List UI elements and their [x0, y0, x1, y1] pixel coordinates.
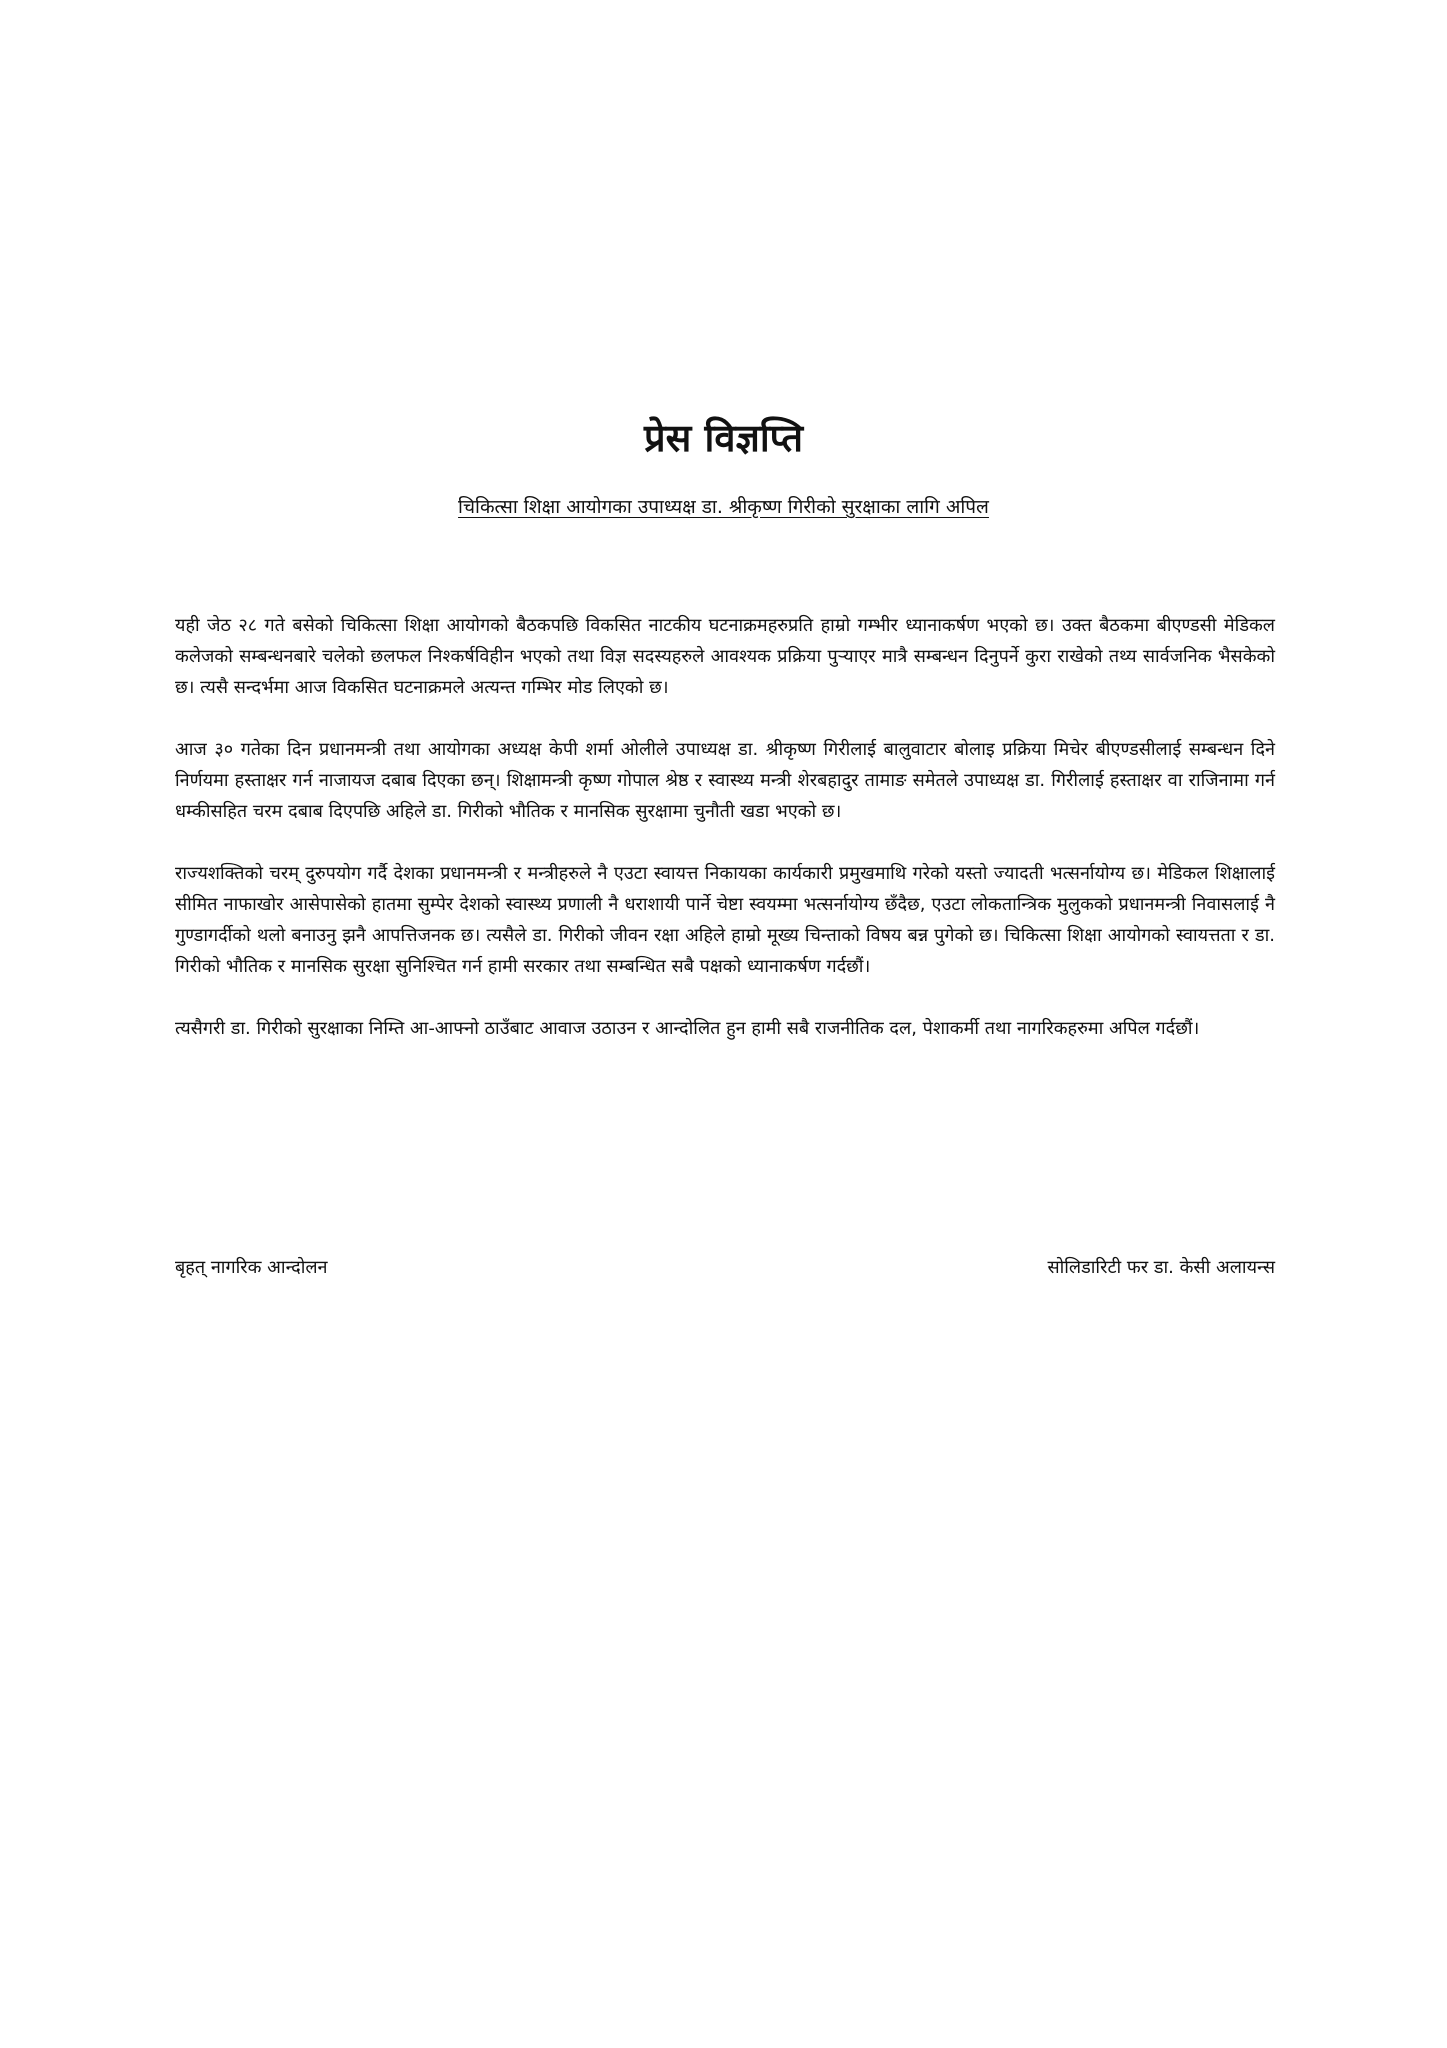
- signatory-right: सोलिडारिटी फर डा. केसी अलायन्स: [1047, 1257, 1275, 1278]
- press-release-title: प्रेस विज्ञप्ति: [643, 416, 804, 460]
- body-text: [175, 610, 1275, 1075]
- paragraph-3: राज्यशक्तिको चरम् दुरुपयोग गर्दै देशका प्रधानमन्त्री र मन्त्रीहरुले नै एउटा स्वायत्त निकायका कार्यकारी प्रमुखमाथि गरेको यस्तो ज्यादती भत्सर्नायोग्य छ। मेडिकल शिक्षालाई सीमित नाफाखोर आसेपासेको हातमा सुम्पेर देशको स्वास्थ्य प्रणाली नै धराशायी पार्ने चेष्टा स्वयम्मा भत्सर्नायोग्य छँदैछ, एउटा लोकतान्त्रिक मुलुकको प्रधानमन्त्री निवासलाई नै गुण्डागर्दीको थलो बनाउनु झनै आपत्तिजनक छ। त्यसैले डा. गिरीको जीवन रक्षा अहिले हाम्रो मूख्य चिन्ताको विषय बन्न पुगेको छ। चिकित्सा शिक्षा आयोगको स्वायत्तता र डा. गिरीको भौतिक र मानसिक सुरक्षा सुनिश्चित गर्न हामी सरकार तथा सम्बन्धित सबै पक्षको ध्यानाकर्षण गर्दछौं।: [175, 863, 1275, 977]
- signatory-left: बृहत् नागरिक आन्दोलन: [175, 1257, 328, 1278]
- subtitle-text: चिकित्सा शिक्षा आयोगका उपाध्यक्ष डा. श्रीकृष्ण गिरीको सुरक्षाका लागि अपिल: [458, 496, 989, 518]
- paragraph-4: त्यसैगरी डा. गिरीको सुरक्षाका निम्ति आ-आफ्नो ठाउँबाट आवाज उठाउन र आन्दोलित हुन हामी सबै राजनीतिक दल, पेशाकर्मी तथा नागरिकहरुमा अपिल गर्दछौं।: [175, 1018, 1200, 1039]
- paragraph-2: आज ३० गतेका दिन प्रधानमन्त्री तथा आयोगका अध्यक्ष केपी शर्मा ओलीले उपाध्यक्ष डा. श्रीकृष्ण गिरीलाई बालुवाटार बोलाइ प्रक्रिया मिचेर बीएण्डसीलाई सम्बन्धन दिने निर्णयमा हस्ताक्षर गर्न नाजायज दबाब दिएका छन्। शिक्षामन्त्री कृष्ण गोपाल श्रेष्ठ र स्वास्थ्य मन्त्री शेरबहादुर तामाङ समेतले उपाध्यक्ष डा. गिरीलाई हस्ताक्षर वा राजिनामा गर्न धम्कीसहित चरम दबाब दिएपछि अहिले डा. गिरीको भौतिक र मानसिक सुरक्षामा चुनौती खडा भएको छ।: [175, 739, 1275, 822]
- press-release-subtitle: [0, 492, 1447, 522]
- paragraph-1: यही जेठ २८ गते बसेको चिकित्सा शिक्षा आयोगको बैठकपछि विकसित नाटकीय घटनाक्रमहरुप्रति हाम्रो गम्भीर ध्यानाकर्षण भएको छ। उक्त बैठकमा बीएण्डसी मेडिकल कलेजको सम्बन्धनबारे चलेको छलफल निश्कर्षविहीन भएको तथा विज्ञ सदस्यहरुले आवश्यक प्रक्रिया पुर्‍याएर मात्रै सम्बन्धन दिनुपर्ने कुरा राखेको तथ्य सार्वजनिक भैसकेको छ। त्यसै सन्दर्भमा आज विकसित घटनाक्रमले अत्यन्त गम्भिर मोड लिएको छ।: [175, 615, 1275, 698]
